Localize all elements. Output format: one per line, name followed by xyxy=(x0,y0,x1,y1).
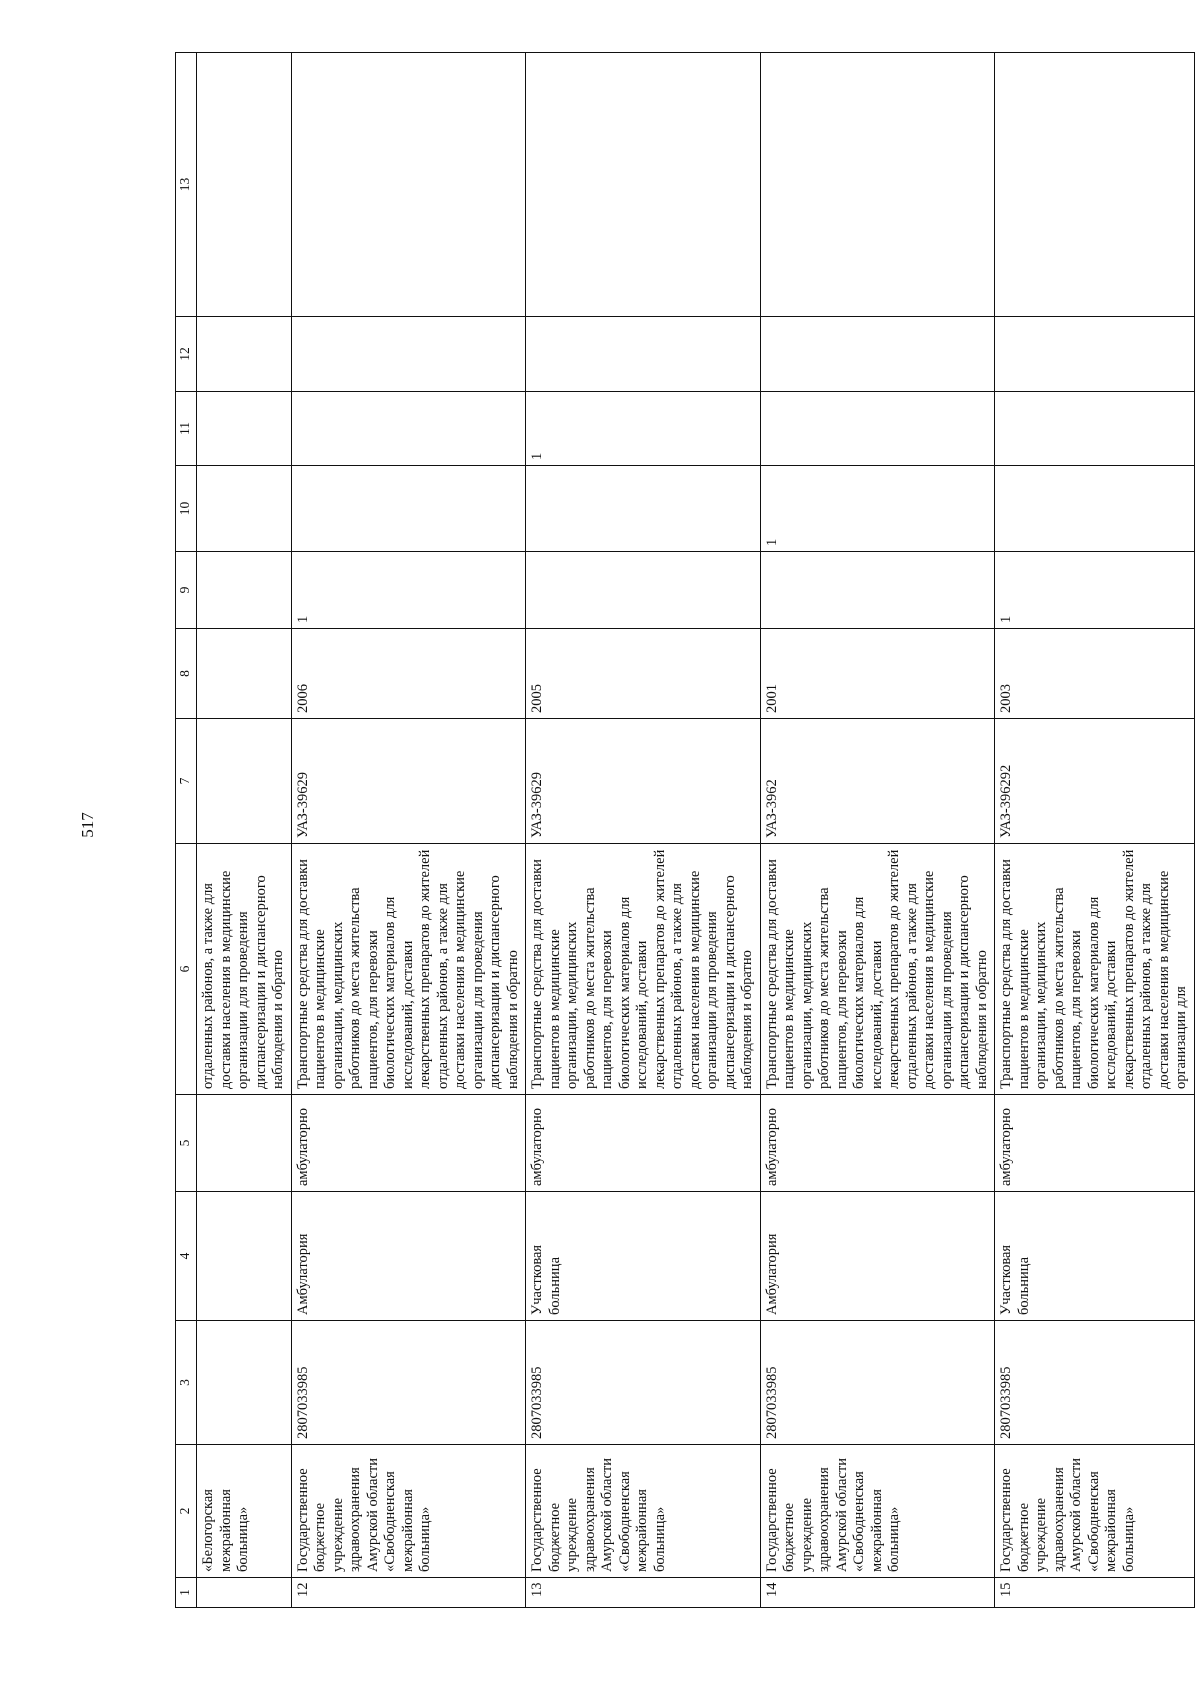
cell-col12 xyxy=(197,317,292,392)
cell-year xyxy=(197,629,292,719)
table-row xyxy=(526,53,761,1608)
cell-inn: 2807033985 xyxy=(995,1321,1195,1445)
cell-col12 xyxy=(291,317,526,392)
cell-col11: 1 xyxy=(526,392,761,466)
cell-unit: Участковая больница xyxy=(995,1192,1195,1321)
cell-mode: амбулаторно xyxy=(760,1095,995,1192)
cell-inn: 2807033985 xyxy=(291,1321,526,1445)
cell-col13 xyxy=(291,53,526,317)
cell-col10 xyxy=(291,466,526,552)
cell-model xyxy=(197,719,292,844)
cell-organization: Государственное бюджетное учреждение здравоохранения Амурской области «Свободненская межрайонная больница» xyxy=(526,1445,761,1578)
col-header-13: 13 xyxy=(176,53,197,317)
cell-unit: Амбулатория xyxy=(291,1192,526,1321)
cell-col10 xyxy=(197,466,292,552)
cell-col10 xyxy=(995,466,1195,552)
table-row xyxy=(995,53,1195,1608)
col-header-6: 6 xyxy=(176,844,197,1095)
cell-inn: 2807033985 xyxy=(526,1321,761,1445)
table-row xyxy=(291,53,526,1608)
cell-model: УАЗ-396292 xyxy=(995,719,1195,844)
col-header-10: 10 xyxy=(176,466,197,552)
cell-col13 xyxy=(760,53,995,317)
cell-model: УАЗ-39629 xyxy=(291,719,526,844)
cell-number xyxy=(197,1578,292,1608)
continuation-row xyxy=(197,53,292,1608)
cell-purpose: Транспортные средства для доставки пациентов в медицинские организации, медицинских работников до места жительства пациентов, для перевозки биологических материалов для исследований, доставки лекарственных препаратов до жителей отдаленных районов, а также для доставки населения в медицинские организации для проведения диспансеризации и диспансерного наблюдения и обратно xyxy=(526,844,761,1095)
cell-col9 xyxy=(760,552,995,629)
cell-col11 xyxy=(197,392,292,466)
col-header-2: 2 xyxy=(176,1445,197,1578)
cell-year: 2003 xyxy=(995,629,1195,719)
cell-year: 2005 xyxy=(526,629,761,719)
cell-organization: Государственное бюджетное учреждение здравоохранения Амурской области «Свободненская межрайонная больница» xyxy=(995,1445,1195,1578)
col-header-8: 8 xyxy=(176,629,197,719)
cell-col12 xyxy=(760,317,995,392)
cell-col10 xyxy=(526,466,761,552)
cell-inn: 2807033985 xyxy=(760,1321,995,1445)
cell-mode: амбулаторно xyxy=(526,1095,761,1192)
page-number: 517 xyxy=(78,812,97,838)
cell-number: 13 xyxy=(526,1578,761,1608)
cell-col13 xyxy=(995,53,1195,317)
cell-organization: Государственное бюджетное учреждение здравоохранения Амурской области «Свободненская межрайонная больница» xyxy=(291,1445,526,1578)
cell-year: 2001 xyxy=(760,629,995,719)
cell-unit: Амбулатория xyxy=(760,1192,995,1321)
col-header-3: 3 xyxy=(176,1321,197,1445)
cell-col9: 1 xyxy=(291,552,526,629)
cell-purpose: Транспортные средства для доставки пациентов в медицинские организации, медицинских работников до места жительства пациентов, для перевозки биологических материалов для исследований, доставки лекарственных препаратов до жителей отдаленных районов, а также для доставки населения в медицинские организации для проведения диспансеризации и диспансерного наблюдения и обратно xyxy=(760,844,995,1095)
cell-inn xyxy=(197,1321,292,1445)
col-header-5: 5 xyxy=(176,1095,197,1192)
cell-mode xyxy=(197,1095,292,1192)
cell-col12 xyxy=(995,317,1195,392)
cell-number: 15 xyxy=(995,1578,1195,1608)
cell-col13 xyxy=(526,53,761,317)
table-row xyxy=(760,53,995,1608)
cell-unit: Участковая больница xyxy=(526,1192,761,1321)
rotated-page xyxy=(175,53,1189,1608)
cell-number: 12 xyxy=(291,1578,526,1608)
cell-col10: 1 xyxy=(760,466,995,552)
col-header-12: 12 xyxy=(176,317,197,392)
vehicle-table xyxy=(175,52,1195,1608)
cell-mode: амбулаторно xyxy=(291,1095,526,1192)
col-header-11: 11 xyxy=(176,392,197,466)
cell-purpose: Транспортные средства для доставки пациентов в медицинские организации, медицинских работников до места жительства пациентов, для перевозки биологических материалов для исследований, доставки лекарственных препаратов до жителей отдаленных районов, а также для доставки населения в медицинские организации для проведения диспансеризации и диспансерного наблюдения и обратно xyxy=(291,844,526,1095)
cell-col11 xyxy=(760,392,995,466)
col-header-9: 9 xyxy=(176,552,197,629)
cell-col12 xyxy=(526,317,761,392)
cell-col13 xyxy=(197,53,292,317)
cell-col11 xyxy=(291,392,526,466)
cell-model: УАЗ-39629 xyxy=(526,719,761,844)
cell-mode: амбулаторно xyxy=(995,1095,1195,1192)
cell-col11 xyxy=(995,392,1195,466)
col-header-4: 4 xyxy=(176,1192,197,1321)
col-header-7: 7 xyxy=(176,719,197,844)
cell-year: 2006 xyxy=(291,629,526,719)
cell-organization: «Белогорская межрайонная больница» xyxy=(197,1445,292,1578)
cell-organization: Государственное бюджетное учреждение здравоохранения Амурской области «Свободненская межрайонная больница» xyxy=(760,1445,995,1578)
cell-number: 14 xyxy=(760,1578,995,1608)
cell-purpose: отдаленных районов, а также для доставки населения в медицинские организации для проведения диспансеризации и диспансерного наблюдения и обратно xyxy=(197,844,292,1095)
cell-col9 xyxy=(197,552,292,629)
col-header-1: 1 xyxy=(176,1578,197,1608)
cell-col9 xyxy=(526,552,761,629)
cell-col9: 1 xyxy=(995,552,1195,629)
cell-unit xyxy=(197,1192,292,1321)
cell-model: УАЗ-3962 xyxy=(760,719,995,844)
cell-purpose: Транспортные средства для доставки пациентов в медицинские организации, медицинских работников до места жительства пациентов, для перевозки биологических материалов для исследований, доставки лекарственных препаратов до жителей отдаленных районов, а также для доставки населения в медицинские организации для xyxy=(995,844,1195,1095)
column-number-row xyxy=(176,53,197,1608)
